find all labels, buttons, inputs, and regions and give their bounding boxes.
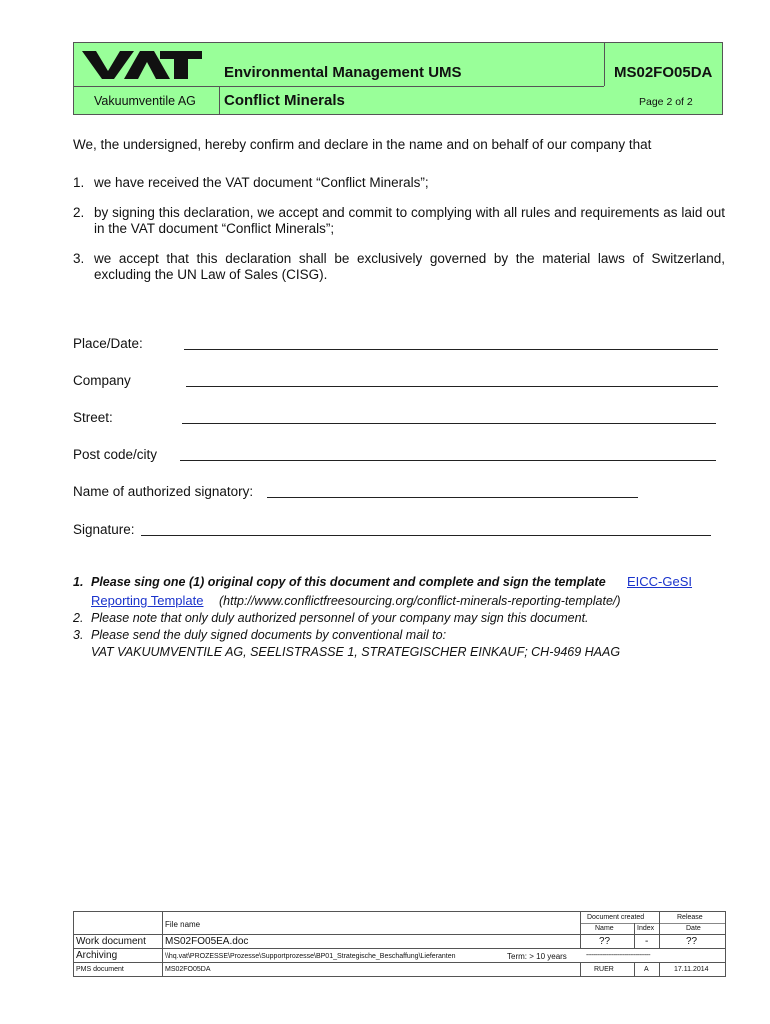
pms-document-label: PMS document bbox=[76, 966, 124, 973]
name-header: Name bbox=[595, 925, 614, 932]
company-name: Vakuumventile AG bbox=[94, 94, 196, 108]
postcode-label: Post code/city bbox=[73, 447, 158, 462]
pms-index: A bbox=[644, 966, 649, 973]
pms-date: 17.11.2014 bbox=[674, 966, 709, 973]
street-label: Street: bbox=[73, 410, 113, 425]
header-subtitle: Conflict Minerals bbox=[224, 92, 345, 109]
item-number: 1. bbox=[73, 175, 85, 190]
note-text: Please note that only duly authorized personnel of your company may sign this document. bbox=[91, 611, 589, 625]
document-footer-table bbox=[73, 911, 726, 977]
archiving-term: Term: > 10 years bbox=[507, 952, 567, 961]
note-2 bbox=[73, 610, 725, 627]
note-number: 2. bbox=[73, 611, 84, 625]
item-text: we accept that this declaration shall be exclusively governed by the material laws of Switzerland, excluding the UN Law of Sales (CISG). bbox=[94, 251, 725, 282]
work-index: - bbox=[645, 936, 649, 947]
item-number: 2. bbox=[73, 205, 85, 220]
archiving-dashes: ----------------------------------- bbox=[586, 952, 651, 959]
header-title: Environmental Management UMS bbox=[224, 64, 462, 81]
note-3 bbox=[73, 627, 725, 661]
item-text: we have received the VAT document “Conflict Minerals”; bbox=[94, 175, 429, 190]
date-header: Date bbox=[686, 925, 701, 932]
company-label: Company bbox=[73, 373, 131, 388]
template-url: (http://www.conflictfreesourcing.org/conflict-minerals-reporting-template/) bbox=[219, 594, 621, 608]
archiving-path: \\hq.vat\PROZESSE\Prozesse\Supportprozesse\BP01_Strategische_Beschaffung\Lieferanten bbox=[165, 953, 456, 960]
place-date-label: Place/Date: bbox=[73, 336, 143, 351]
work-document-label: Work document bbox=[76, 936, 146, 947]
document-code: MS02FO05DA bbox=[614, 64, 713, 81]
doc-created-header: Document created bbox=[587, 914, 645, 921]
company-line[interactable] bbox=[186, 386, 718, 387]
signature-label: Signature: bbox=[73, 522, 135, 537]
note-text: Please send the duly signed documents by conventional mail to: bbox=[91, 628, 447, 642]
reporting-template-link[interactable]: Reporting Template bbox=[91, 593, 204, 608]
list-item bbox=[73, 251, 725, 283]
index-header: Index bbox=[637, 925, 655, 932]
document-header bbox=[73, 42, 723, 115]
vat-logo bbox=[82, 49, 202, 81]
archiving-label: Archiving bbox=[76, 950, 118, 961]
note-number: 3. bbox=[73, 628, 84, 642]
file-name-header: File name bbox=[165, 920, 201, 929]
note-text: Please sing one (1) original copy of this document and complete and sign the template bbox=[91, 575, 606, 589]
pms-document-value: MS02FO05DA bbox=[165, 966, 211, 973]
work-document-value: MS02FO05EA.doc bbox=[165, 936, 249, 947]
item-number: 3. bbox=[73, 251, 85, 266]
postcode-line[interactable] bbox=[180, 460, 716, 461]
list-item bbox=[73, 175, 725, 191]
signature-line[interactable] bbox=[141, 535, 711, 536]
pms-name: RUER bbox=[594, 966, 614, 973]
street-line[interactable] bbox=[182, 423, 716, 424]
list-item bbox=[73, 205, 725, 237]
note-number: 1. bbox=[73, 575, 84, 589]
eicc-gesi-link[interactable]: EICC-GeSI bbox=[627, 574, 693, 589]
signatory-label: Name of authorized signatory: bbox=[73, 484, 254, 499]
place-date-line[interactable] bbox=[184, 349, 718, 350]
mailing-address: VAT VAKUUMVENTILE AG, SEELISTRASSE 1, STRATEGISCHER EINKAUF; CH-9469 HAAG bbox=[91, 645, 621, 659]
work-date: ?? bbox=[686, 936, 698, 947]
page-number: Page 2 of 2 bbox=[639, 96, 693, 108]
intro-text: We, the undersigned, hereby confirm and declare in the name and on behalf of our company that bbox=[73, 137, 652, 152]
work-name: ?? bbox=[599, 936, 611, 947]
note-1 bbox=[73, 574, 725, 610]
release-header: Release bbox=[677, 914, 703, 921]
signatory-line[interactable] bbox=[267, 497, 638, 498]
item-text: by signing this declaration, we accept and commit to complying with all rules and requirements as laid out in the VAT document “Conflict Minerals”; bbox=[94, 205, 725, 236]
